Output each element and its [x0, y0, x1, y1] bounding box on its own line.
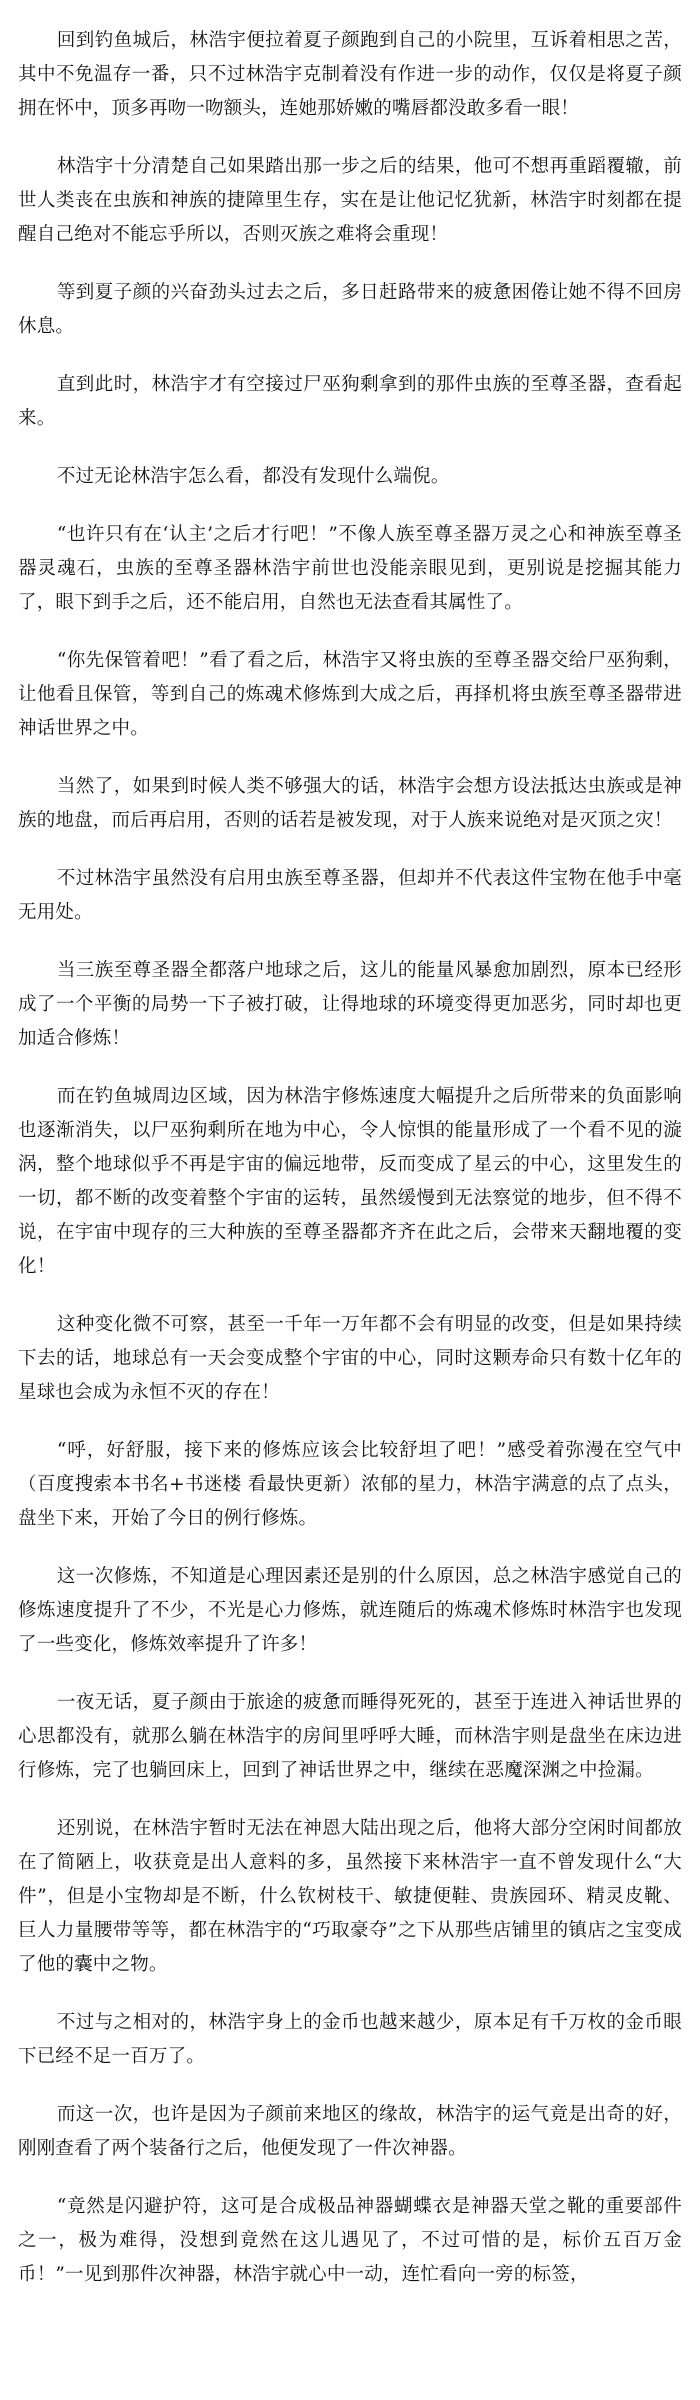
paragraph-15: 一夜无话，夏子颜由于旅途的疲惫而睡得死死的，甚至于连进入神话世界的心思都没有，就那么躺在林浩宇的房间里呼呼大睡，而林浩宇则是盘坐在床边进行修炼，完了也躺回床上，回到了神话世界之中，继续在恶魔深渊之中捡漏。 [18, 1692, 682, 1781]
paragraph-4: 直到此时，林浩宇才有空接过尸巫狗剩拿到的那件虫族的至尊圣器，查看起来。 [18, 374, 682, 429]
paragraph-8: 当然了，如果到时候人类不够强大的话，林浩宇会想方设法抵达虫族或是神族的地盘，而后再启用，否则的话若是被发现，对于人族来说绝对是灭顶之灾！ [18, 776, 682, 831]
paragraph-11: 而在钓鱼城周边区域，因为林浩宇修炼速度大幅提升之后所带来的负面影响也逐渐消失，以尸巫狗剩所在地为中心，令人惊惧的能量形成了一个看不见的漩涡，整个地球似乎不再是宇宙的偏远地带，反而变成了星云的中心，这里发生的一切，都不断的改变着整个宇宙的运转，虽然缓慢到无法察觉的地步，但不得不说，在宇宙中现存的三大种族的至尊圣器都齐齐在此之后，会带来天翻地覆的变化！ [18, 1086, 682, 1277]
paragraph-6: “也许只有在‘认主’之后才行吧！”不像人族至尊圣器万灵之心和神族至尊圣器灵魂石，虫族的至尊圣器林浩宇前世也没能亲眼见到，更别说是挖掘其能力了，眼下到手之后，还不能启用，自然也无法查看其属性了。 [18, 524, 682, 613]
paragraph-10: 当三族至尊圣器全都落户地球之后，这儿的能量风暴愈加剧烈，原本已经形成了一个平衡的局势一下子被打破，让得地球的环境变得更加恶劣，同时却也更加适合修炼！ [18, 960, 682, 1049]
paragraph-18: 而这一次，也许是因为子颜前来地区的缘故，林浩宇的运气竟是出奇的好，刚刚查看了两个装备行之后，他便发现了一件次神器。 [18, 2104, 682, 2159]
paragraph-16: 还别说，在林浩宇暂时无法在神恩大陆出现之后，他将大部分空闲时间都放在了简陋上，收获竟是出人意料的多，虽然接下来林浩宇一直不曾发现什么“大件”，但是小宝物却是不断，什么钦树枝干、敏捷便鞋、贵族园环、精灵皮靴、巨人力量腰带等等，都在林浩宇的“巧取豪夺”之下从那些店铺里的镇店之宝变成了他的囊中之物。 [18, 1818, 682, 1975]
paragraph-5: 不过无论林浩宇怎么看，都没有发现什么端倪。 [56, 466, 450, 487]
paragraph-13: “呼，好舒服，接下来的修炼应该会比较舒坦了吧！”感受着弥漫在空气中（百度搜索本书名+书迷楼 看最快更新）浓郁的星力，林浩宇满意的点了点头，盘坐下来，开始了今日的例行修炼。 [18, 1440, 682, 1529]
paragraph-12: 这种变化微不可察，甚至一千年一万年都不会有明显的改变，但是如果持续下去的话，地球总有一天会变成整个宇宙的中心，同时这颗寿命只有数十亿年的星球也会成为永恒不灭的存在！ [18, 1314, 682, 1403]
paragraph-14: 这一次修炼，不知道是心理因素还是别的什么原因，总之林浩宇感觉自己的修炼速度提升了不少，不光是心力修炼，就连随后的炼魂术修炼时林浩宇也发现了一些变化，修炼效率提升了许多！ [18, 1566, 682, 1655]
paragraph-1: 回到钓鱼城后，林浩宇便拉着夏子颜跑到自己的小院里，互诉着相思之苦，其中不免温存一番，只不过林浩宇克制着没有作进一步的动作，仅仅是将夏子颜拥在怀中，顶多再吻一吻额头，连她那娇嫩的嘴唇都没敢多看一眼！ [18, 30, 682, 119]
paragraph-9: 不过林浩宇虽然没有启用虫族至尊圣器，但却并不代表这件宝物在他手中毫无用处。 [18, 868, 682, 923]
paragraph-3: 等到夏子颜的兴奋劲头过去之后，多日赶路带来的疲惫困倦让她不得不回房休息。 [18, 282, 682, 337]
paragraph-17: 不过与之相对的，林浩宇身上的金币也越来越少，原本足有千万枚的金币眼下已经不足一百万了。 [18, 2012, 682, 2067]
paragraph-19: “竟然是闪避护符，这可是合成极品神器蝴蝶衣是神器天堂之靴的重要部件之一，极为难得，没想到竟然在这儿遇见了，不过可惜的是，标价五百万金币！”一见到那件次神器，林浩宇就心中一动，连忙看向一旁的标签， [18, 2196, 682, 2285]
paragraph-7: “你先保管着吧！”看了看之后，林浩宇又将虫族的至尊圣器交给尸巫狗剩，让他看且保管，等到自己的炼魂术修炼到大成之后，再择机将虫族至尊圣器带进神话世界之中。 [18, 650, 682, 739]
paragraph-2: 林浩宇十分清楚自己如果踏出那一步之后的结果，他可不想再重蹈覆辙，前世人类丧在虫族和神族的捷障里生存，实在是让他记忆犹新，林浩宇时刻都在提醒自己绝对不能忘乎所以，否则灭族之难将会重现！ [18, 156, 682, 245]
